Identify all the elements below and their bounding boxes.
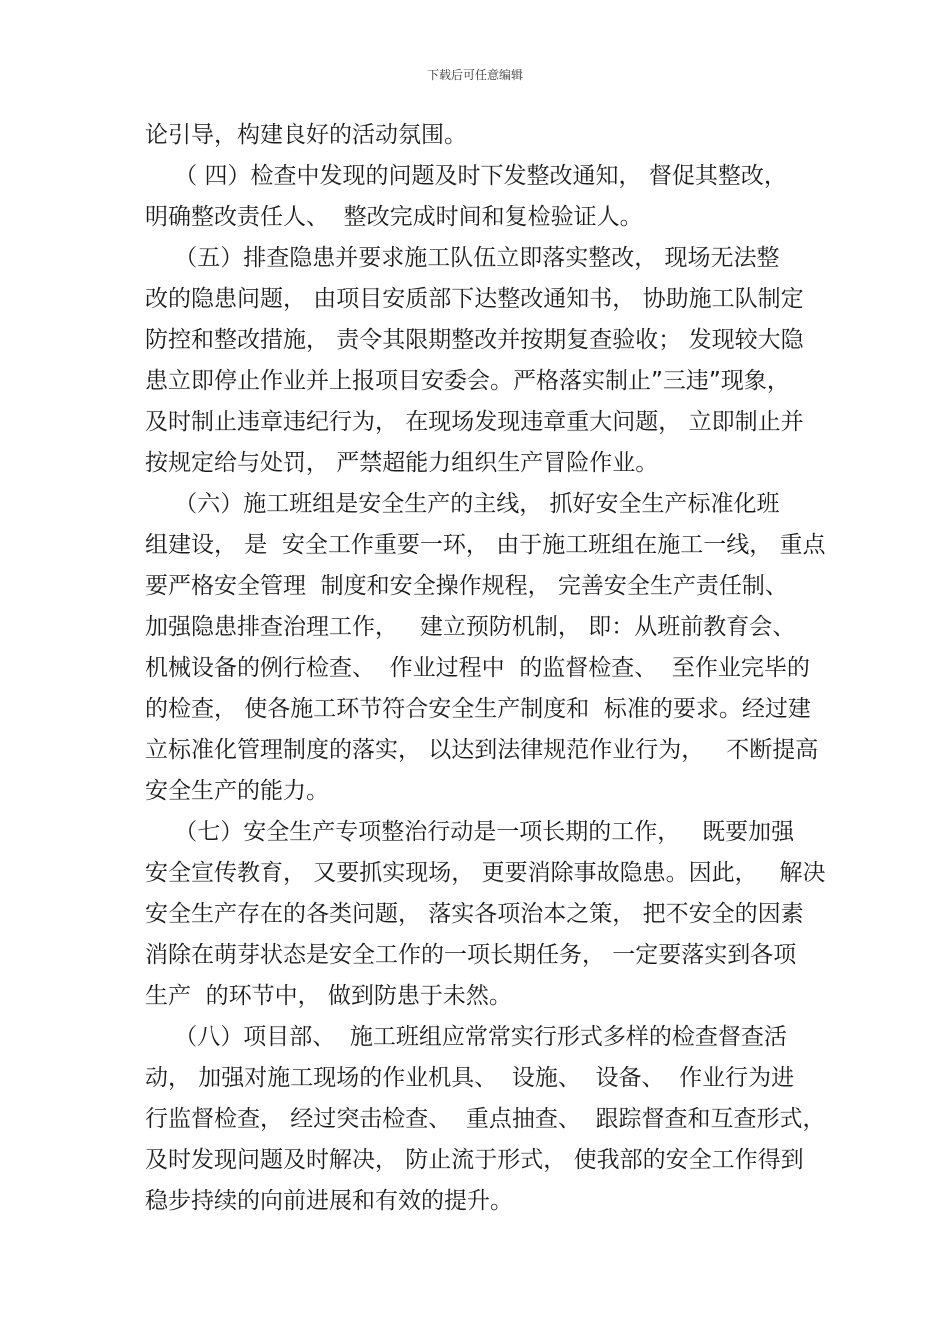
text-line: 及时制止违章违纪行为， 在现场发现违章重大问题， 立即制止并 [145,409,804,435]
text-line: 改的隐患问题， 由项目安质部下达整改通知书， 协助施工队制定 [145,286,804,312]
text-line: 患立即停止作业并上报项目安委会。严格落实制止”三违”现象， [145,368,790,394]
text-line: 安全生产存在的各类问题， 落实各项治本之策， 把不安全的因素 [145,901,804,927]
text-line: 加强隐患排查治理工作， 建立预防机制， 即：从班前教育会、 [145,614,796,640]
text-line: 消除在萌芽状态是安全工作的一项长期任务， 一定要落实到各项 [145,942,797,968]
text-line: 安全生产的能力。 [145,778,329,804]
text-line: （ 四）检查中发现的问题及时下发整改通知， 督促其整改， [145,163,787,189]
text-line: 按规定给与处罚， 严禁超能力组织生产冒险作业。 [145,450,659,476]
text-line: 机械设备的例行检查、 作业过程中 的监督检查、 至作业完毕的 [145,655,810,681]
text-line: （六）施工班组是安全生产的主线， 抓好安全生产标准化班 [145,491,780,517]
text-line: 论引导，构建良好的活动氛围。 [145,122,467,148]
page-header: 下载后可任意编辑 [426,68,523,82]
text-line: 及时发现问题及时解决， 防止流于形式， 使我部的安全工作得到 [145,1147,804,1173]
text-line: （五）排查隐患并要求施工队伍立即落实整改， 现场无法整 [145,245,780,271]
text-line: 稳步持续的向前进展和有效的提升。 [145,1188,513,1214]
text-line: 立标准化管理制度的落实， 以达到法律规范作业行为， 不断提高 [145,737,819,763]
text-line: 防控和整改措施， 责令其限期整改并按期复查验收； 发现较大隐 [145,327,804,353]
text-line: 动， 加强对施工现场的作业机具、 设施、 设备、 作业行为进 [145,1065,795,1091]
text-line: 的检查， 使各施工环节符合安全生产制度和 标准的要求。经过建 [145,696,811,722]
text-line: 组建设， 是 安全工作重要一环， 由于施工班组在施工一线， 重点 [145,532,826,558]
text-line: 行监督检查， 经过突击检查、 重点抽查、 跟踪督查和互查形式， [145,1106,826,1132]
text-line: （七）安全生产专项整治行动是一项长期的工作， 既要加强 [145,819,795,845]
text-line: 生产 的环节中， 做到防患于未然。 [145,983,512,1009]
text-line: 要严格安全管理 制度和安全操作规程， 完善安全生产责任制、 [145,573,788,599]
text-line: 明确整改责任人、 整改完成时间和复检验证人。 [145,204,643,230]
text-line: （八）项目部、 施工班组应常常实行形式多样的检查督查活 [145,1024,787,1050]
text-line: 安全宣传教育， 又要抓实现场， 更要消除事故隐患。因此， 解决 [145,860,826,886]
